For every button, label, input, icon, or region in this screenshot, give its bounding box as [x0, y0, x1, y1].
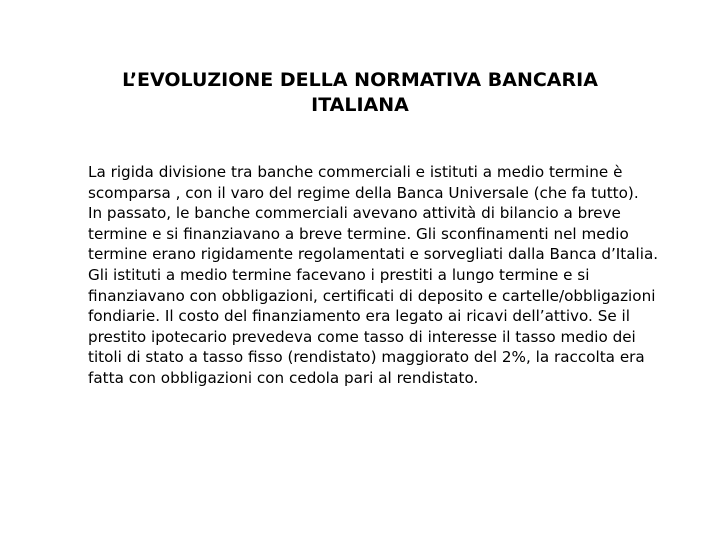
- slide-title-line-2: ITALIANA: [311, 94, 409, 116]
- slide-body: [88, 162, 668, 389]
- paragraph-past-commercial-banks: In passato, le banche commerciali avevano attività di bilancio a breve termine e si finanziavano a breve termine. Gli sconfinamenti nel medio termine erano rigidamente regolamentati e sorvegliati dalla Banca d’Italia.: [88, 204, 659, 264]
- slide-title: [40, 68, 680, 118]
- paragraph-banking-division: La rigida divisione tra banche commerciali e istituti a medio termine è scomparsa , con il varo del regime della Banca Universale (che fa tutto).: [88, 163, 639, 202]
- slide-title-line-1: L’EVOLUZIONE DELLA NORMATIVA BANCARIA: [122, 69, 598, 91]
- paragraph-medium-term-institutes: Gli istituti a medio termine facevano i prestiti a lungo termine e si finanziavano con obbligazioni, certificati di deposito e cartelle/obbligazioni fondiarie. Il costo del finanziamento era legato ai ricavi dell’attivo. Se il prestito ipotecario prevedeva come tasso di interesse il tasso medio dei titoli di stato a tasso fisso (rendistato) maggiorato del 2%, la raccolta era fatta con obbligazioni con cedola pari al rendistato.: [88, 265, 656, 387]
